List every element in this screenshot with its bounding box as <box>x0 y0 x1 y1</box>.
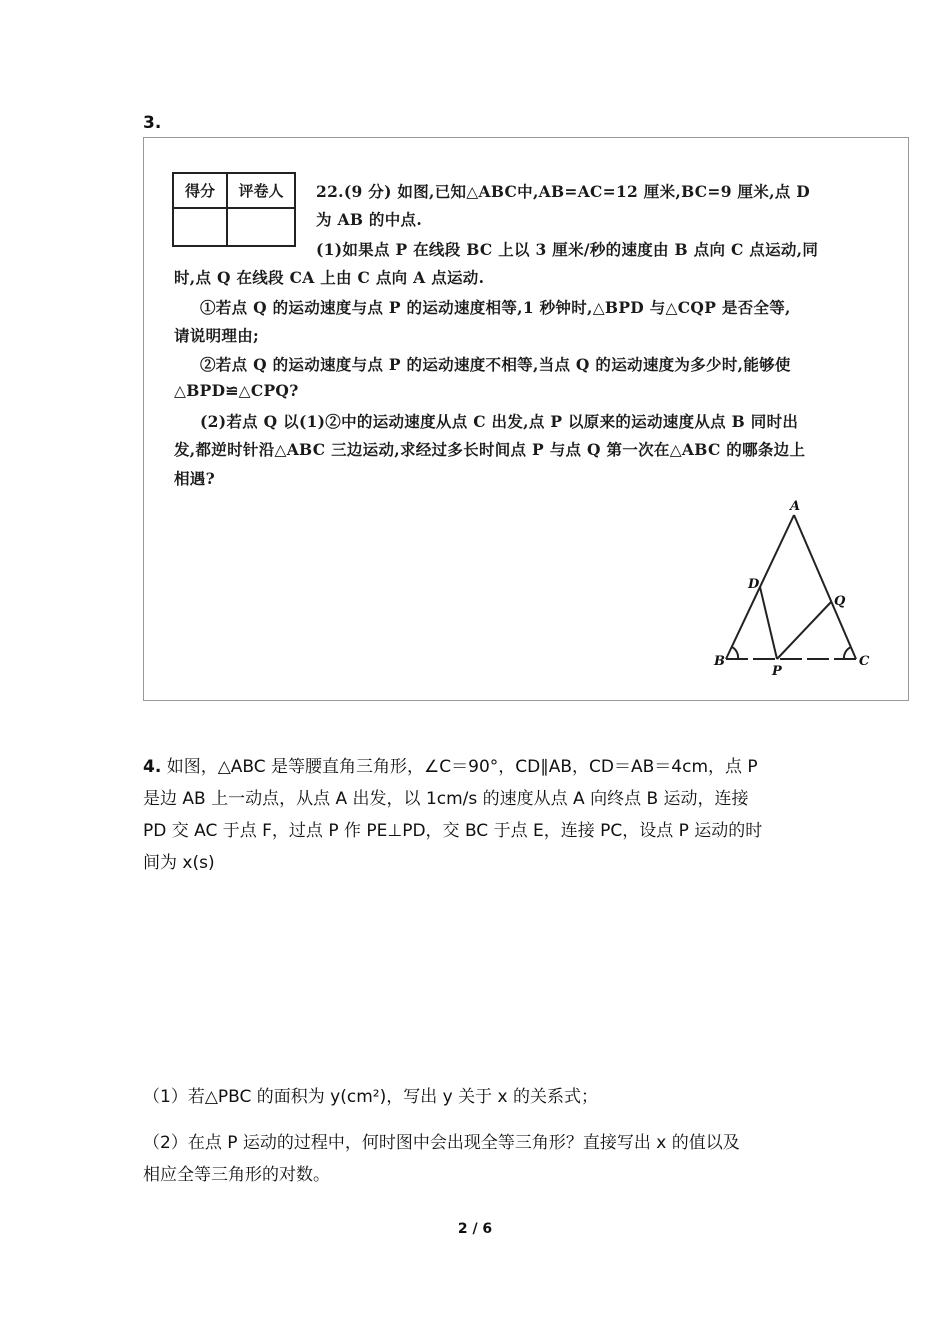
label-Q: Q <box>834 594 846 609</box>
scan-line: 22.(9 分) 如图,已知△ABC中,AB=AC=12 厘米,BC=9 厘米,点 D <box>316 182 811 201</box>
q4-line-1 <box>143 751 823 783</box>
scan-line: 时,点 Q 在线段 CA 上由 C 点向 A 点运动. <box>174 268 485 287</box>
question-4-number: 4. <box>143 757 162 777</box>
scan-line: 发,都逆时针沿△ABC 三边运动,求经过多长时间点 P 与点 Q 第一次在△ABC 的哪条边上 <box>174 440 806 459</box>
score-table <box>172 172 296 247</box>
q4-text: 如图，△ABC 是等腰直角三角形，∠C＝90°，CD∥AB，CD＝AB＝4cm，点 P <box>166 757 758 777</box>
scan-line: △BPD≌△CPQ? <box>174 381 299 400</box>
grader-header: 评卷人 <box>227 173 295 208</box>
label-C: C <box>859 654 870 669</box>
question-4-part-1: （1）若△PBC 的面积为 y(cm²)，写出 y 关于 x 的关系式； <box>143 1087 598 1107</box>
score-header: 得分 <box>173 173 227 208</box>
q4-part2-line-2: 相应全等三角形的对数。 <box>143 1165 330 1185</box>
scan-line: (1)如果点 P 在线段 BC 上以 3 厘米/秒的速度由 B 点向 C 点运动,同 <box>316 240 819 259</box>
triangle-figure <box>704 493 884 678</box>
page-number: 2 / 6 <box>457 1221 493 1237</box>
scan-line: ②若点 Q 的运动速度与点 P 的运动速度不相等,当点 Q 的运动速度为多少时,能够使 <box>200 355 791 374</box>
scan-line: 为 AB 的中点. <box>316 210 423 229</box>
segment-PQ <box>777 602 831 659</box>
scan-line: (2)若点 Q 以(1)②中的运动速度从点 C 出发,点 P 以原来的运动速度从点 B 同时出 <box>200 412 799 431</box>
q4-line-3: PD 交 AC 于点 F，过点 P 作 PE⊥PD，交 BC 于点 E，连接 PC，设点 P 运动的时 <box>143 821 763 841</box>
label-A: A <box>790 499 801 514</box>
segment-DP <box>760 587 777 659</box>
q4-part2-line-1: （2）在点 P 运动的过程中，何时图中会出现全等三角形？直接写出 x 的值以及 <box>143 1133 740 1153</box>
grader-cell <box>227 208 295 246</box>
question-3-number: 3. <box>143 113 162 133</box>
scan-line: 请说明理由; <box>174 326 260 345</box>
angle-C-mark <box>844 647 851 659</box>
label-B: B <box>714 654 725 669</box>
label-D: D <box>748 577 760 592</box>
scan-line: ①若点 Q 的运动速度与点 P 的运动速度相等,1 秒钟时,△BPD 与△CQP 是否全等, <box>200 298 791 317</box>
q4-line-4: 间为 x(s) <box>143 853 215 873</box>
label-P: P <box>772 664 782 678</box>
scan-line: 相遇? <box>174 469 215 488</box>
angle-B-mark <box>732 647 738 659</box>
question-4-part-2 <box>143 1127 823 1191</box>
question-4-stem <box>143 751 823 879</box>
score-cell <box>173 208 227 246</box>
q4-line-2: 是边 AB 上一动点，从点 A 出发，以 1cm/s 的速度从点 A 向终点 B 运动，连接 <box>143 789 749 809</box>
scanned-problem-image <box>143 137 909 701</box>
segment-AC <box>794 515 856 659</box>
